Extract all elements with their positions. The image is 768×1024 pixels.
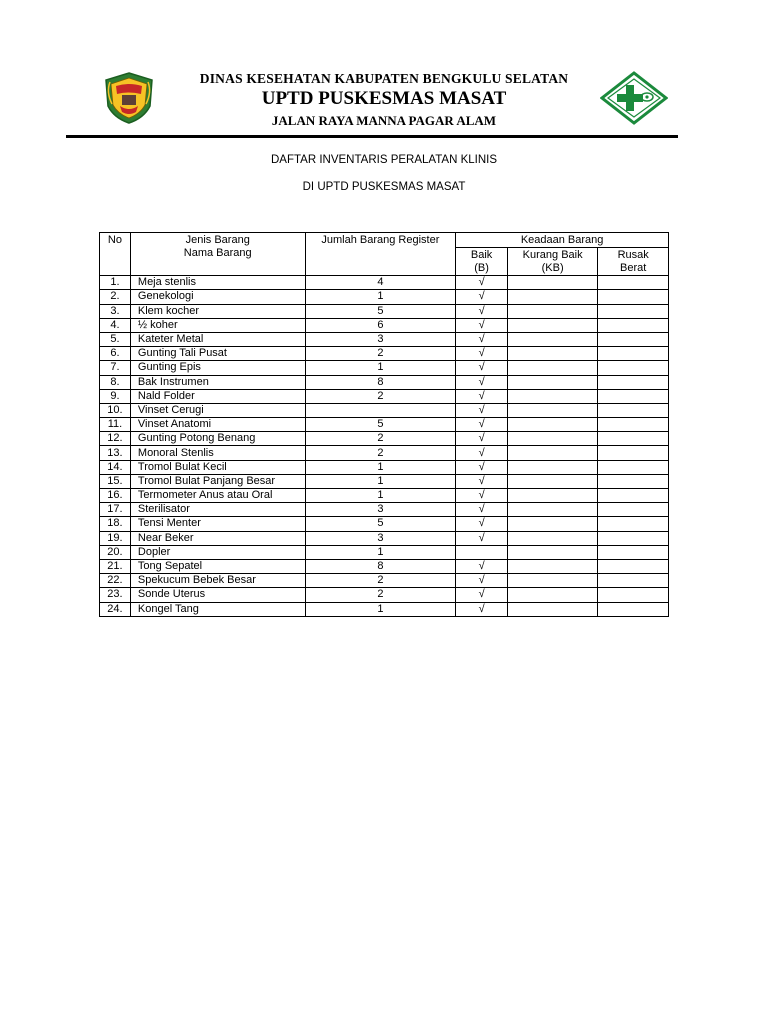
cell-quantity: 2 bbox=[305, 574, 456, 588]
cell-no: 19. bbox=[100, 531, 131, 545]
table-row bbox=[100, 446, 669, 460]
cell-no: 2. bbox=[100, 290, 131, 304]
cell-good: √ bbox=[456, 304, 508, 318]
cell-damaged bbox=[598, 531, 669, 545]
cell-fair bbox=[507, 474, 597, 488]
cell-damaged bbox=[598, 460, 669, 474]
cell-no: 13. bbox=[100, 446, 131, 460]
cell-good: √ bbox=[456, 489, 508, 503]
cell-no: 17. bbox=[100, 503, 131, 517]
table-row bbox=[100, 304, 669, 318]
cell-good: √ bbox=[456, 588, 508, 602]
cell-damaged bbox=[598, 418, 669, 432]
cell-quantity: 5 bbox=[305, 517, 456, 531]
cell-quantity: 3 bbox=[305, 531, 456, 545]
cell-no: 18. bbox=[100, 517, 131, 531]
cell-quantity: 1 bbox=[305, 489, 456, 503]
cell-fair bbox=[507, 276, 597, 290]
cell-good: √ bbox=[456, 446, 508, 460]
cell-good: √ bbox=[456, 290, 508, 304]
table-row bbox=[100, 361, 669, 375]
table-row bbox=[100, 474, 669, 488]
cell-good: √ bbox=[456, 418, 508, 432]
header-damaged-line2: Berat bbox=[620, 262, 647, 275]
cell-no: 24. bbox=[100, 602, 131, 616]
institution-name: UPTD PUSKESMAS MASAT bbox=[261, 88, 507, 109]
cell-good: √ bbox=[456, 375, 508, 389]
header-good-line2: (B) bbox=[474, 262, 489, 275]
cell-no: 4. bbox=[100, 318, 131, 332]
cell-fair bbox=[507, 304, 597, 318]
cell-damaged bbox=[598, 432, 669, 446]
cell-quantity: 1 bbox=[305, 460, 456, 474]
cell-good: √ bbox=[456, 403, 508, 417]
cell-damaged bbox=[598, 446, 669, 460]
table-row bbox=[100, 432, 669, 446]
cell-damaged bbox=[598, 290, 669, 304]
cell-damaged bbox=[598, 602, 669, 616]
cell-good: √ bbox=[456, 347, 508, 361]
cell-fair bbox=[507, 432, 597, 446]
cell-quantity: 4 bbox=[305, 276, 456, 290]
cell-item-name: Meja stenlis bbox=[130, 276, 305, 290]
cell-item-name: Monoral Stenlis bbox=[130, 446, 305, 460]
cell-damaged bbox=[598, 403, 669, 417]
cell-fair bbox=[507, 545, 597, 559]
cell-good: √ bbox=[456, 531, 508, 545]
cell-no: 12. bbox=[100, 432, 131, 446]
puskesmas-logo-icon bbox=[600, 71, 668, 125]
cell-no: 22. bbox=[100, 574, 131, 588]
cell-fair bbox=[507, 403, 597, 417]
cell-fair bbox=[507, 489, 597, 503]
cell-fair bbox=[507, 347, 597, 361]
cell-quantity: 3 bbox=[305, 332, 456, 346]
cell-item-name: Nald Folder bbox=[130, 389, 305, 403]
cell-quantity: 1 bbox=[305, 474, 456, 488]
cell-damaged bbox=[598, 332, 669, 346]
cell-good: √ bbox=[456, 460, 508, 474]
cell-no: 6. bbox=[100, 347, 131, 361]
cell-quantity: 8 bbox=[305, 559, 456, 573]
table-row bbox=[100, 517, 669, 531]
cell-good: √ bbox=[456, 602, 508, 616]
cell-damaged bbox=[598, 574, 669, 588]
cell-quantity: 3 bbox=[305, 503, 456, 517]
cell-item-name: Vinset Anatomi bbox=[130, 418, 305, 432]
table-row bbox=[100, 503, 669, 517]
table-row bbox=[100, 489, 669, 503]
table-row bbox=[100, 403, 669, 417]
cell-quantity: 2 bbox=[305, 389, 456, 403]
header-quantity: Jumlah Barang Register bbox=[305, 233, 456, 276]
cell-item-name: ½ koher bbox=[130, 318, 305, 332]
cell-item-name: Spekucum Bebek Besar bbox=[130, 574, 305, 588]
cell-good: √ bbox=[456, 503, 508, 517]
cell-no: 10. bbox=[100, 403, 131, 417]
cell-fair bbox=[507, 588, 597, 602]
cell-item-name: Tensi Menter bbox=[130, 517, 305, 531]
cell-item-name: Tromol Bulat Panjang Besar bbox=[130, 474, 305, 488]
cell-no: 21. bbox=[100, 559, 131, 573]
cell-fair bbox=[507, 574, 597, 588]
cell-damaged bbox=[598, 318, 669, 332]
cell-no: 11. bbox=[100, 418, 131, 432]
cell-item-name: Kongel Tang bbox=[130, 602, 305, 616]
cell-quantity: 2 bbox=[305, 432, 456, 446]
cell-quantity: 2 bbox=[305, 347, 456, 361]
table-row bbox=[100, 318, 669, 332]
cell-good: √ bbox=[456, 517, 508, 531]
cell-damaged bbox=[598, 517, 669, 531]
cell-fair bbox=[507, 446, 597, 460]
cell-fair bbox=[507, 290, 597, 304]
cell-fair bbox=[507, 318, 597, 332]
cell-good: √ bbox=[456, 361, 508, 375]
cell-damaged bbox=[598, 474, 669, 488]
table-row bbox=[100, 588, 669, 602]
table-row bbox=[100, 559, 669, 573]
header-item-name-line2: Nama Barang bbox=[183, 247, 252, 259]
header-condition: Keadaan Barang bbox=[456, 233, 669, 248]
cell-quantity: 1 bbox=[305, 290, 456, 304]
agency-name: DINAS KESEHATAN KABUPATEN BENGKULU SELATAN bbox=[199, 71, 569, 86]
cell-no: 3. bbox=[100, 304, 131, 318]
cell-fair bbox=[507, 559, 597, 573]
header-damaged-line1: Rusak bbox=[617, 249, 649, 262]
cell-item-name: Sonde Uterus bbox=[130, 588, 305, 602]
header-good-line1: Baik bbox=[470, 249, 493, 262]
institution-address: JALAN RAYA MANNA PAGAR ALAM bbox=[271, 113, 497, 128]
cell-quantity: 1 bbox=[305, 361, 456, 375]
inventory-table bbox=[99, 232, 669, 617]
cell-item-name: Dopler bbox=[130, 545, 305, 559]
cell-no: 14. bbox=[100, 460, 131, 474]
document-title: DAFTAR INVENTARIS PERALATAN KLINIS bbox=[271, 154, 497, 166]
cell-item-name: Gunting Tali Pusat bbox=[130, 347, 305, 361]
cell-quantity: 1 bbox=[305, 545, 456, 559]
table-row bbox=[100, 418, 669, 432]
cell-quantity: 5 bbox=[305, 418, 456, 432]
cell-item-name: Termometer Anus atau Oral bbox=[130, 489, 305, 503]
cell-no: 5. bbox=[100, 332, 131, 346]
cell-item-name: Kateter Metal bbox=[130, 332, 305, 346]
cell-fair bbox=[507, 503, 597, 517]
cell-fair bbox=[507, 517, 597, 531]
cell-quantity bbox=[305, 403, 456, 417]
table-row bbox=[100, 545, 669, 559]
cell-good: √ bbox=[456, 559, 508, 573]
header-item-name-line1: Jenis Barang bbox=[185, 234, 250, 246]
header-damaged bbox=[598, 248, 669, 276]
cell-damaged bbox=[598, 375, 669, 389]
table-row bbox=[100, 460, 669, 474]
cell-good bbox=[456, 545, 508, 559]
table-row bbox=[100, 276, 669, 290]
header-fair bbox=[507, 248, 597, 276]
cell-quantity: 2 bbox=[305, 446, 456, 460]
table-row bbox=[100, 531, 669, 545]
cell-fair bbox=[507, 418, 597, 432]
cell-good: √ bbox=[456, 332, 508, 346]
table-row bbox=[100, 290, 669, 304]
table-row bbox=[100, 347, 669, 361]
cell-item-name: Klem kocher bbox=[130, 304, 305, 318]
cell-fair bbox=[507, 361, 597, 375]
cell-quantity: 5 bbox=[305, 304, 456, 318]
table-row bbox=[100, 602, 669, 616]
cell-quantity: 1 bbox=[305, 602, 456, 616]
cell-no: 15. bbox=[100, 474, 131, 488]
cell-no: 20. bbox=[100, 545, 131, 559]
cell-good: √ bbox=[456, 432, 508, 446]
cell-quantity: 6 bbox=[305, 318, 456, 332]
cell-damaged bbox=[598, 304, 669, 318]
cell-damaged bbox=[598, 503, 669, 517]
cell-damaged bbox=[598, 389, 669, 403]
cell-fair bbox=[507, 531, 597, 545]
header-no: No bbox=[100, 233, 131, 276]
cell-fair bbox=[507, 602, 597, 616]
cell-quantity: 8 bbox=[305, 375, 456, 389]
letterhead-divider bbox=[66, 135, 678, 138]
cell-damaged bbox=[598, 361, 669, 375]
cell-damaged bbox=[598, 276, 669, 290]
table-row bbox=[100, 332, 669, 346]
cell-good: √ bbox=[456, 574, 508, 588]
cell-fair bbox=[507, 375, 597, 389]
cell-good: √ bbox=[456, 318, 508, 332]
cell-damaged bbox=[598, 559, 669, 573]
cell-good: √ bbox=[456, 389, 508, 403]
cell-item-name: Bak Instrumen bbox=[130, 375, 305, 389]
cell-quantity: 2 bbox=[305, 588, 456, 602]
cell-damaged bbox=[598, 489, 669, 503]
table-row bbox=[100, 574, 669, 588]
header-fair-line1: Kurang Baik bbox=[522, 249, 583, 262]
header-item-name bbox=[130, 233, 305, 276]
cell-fair bbox=[507, 460, 597, 474]
cell-good: √ bbox=[456, 474, 508, 488]
cell-damaged bbox=[598, 545, 669, 559]
cell-item-name: Vinset Cerugi bbox=[130, 403, 305, 417]
cell-fair bbox=[507, 332, 597, 346]
cell-no: 16. bbox=[100, 489, 131, 503]
header-good bbox=[456, 248, 508, 276]
cell-item-name: Tong Sepatel bbox=[130, 559, 305, 573]
table-row bbox=[100, 389, 669, 403]
cell-item-name: Tromol Bulat Kecil bbox=[130, 460, 305, 474]
cell-no: 9. bbox=[100, 389, 131, 403]
cell-no: 1. bbox=[100, 276, 131, 290]
cell-no: 7. bbox=[100, 361, 131, 375]
cell-damaged bbox=[598, 347, 669, 361]
cell-item-name: Genekologi bbox=[130, 290, 305, 304]
cell-item-name: Gunting Potong Benang bbox=[130, 432, 305, 446]
cell-damaged bbox=[598, 588, 669, 602]
cell-item-name: Near Beker bbox=[130, 531, 305, 545]
cell-no: 23. bbox=[100, 588, 131, 602]
cell-no: 8. bbox=[100, 375, 131, 389]
table-row bbox=[100, 375, 669, 389]
cell-item-name: Sterilisator bbox=[130, 503, 305, 517]
letterhead bbox=[160, 71, 608, 129]
cell-item-name: Gunting Epis bbox=[130, 361, 305, 375]
cell-good: √ bbox=[456, 276, 508, 290]
regency-emblem-icon bbox=[104, 72, 154, 124]
document-subtitle: DI UPTD PUSKESMAS MASAT bbox=[302, 181, 466, 193]
table-header-row bbox=[100, 233, 669, 248]
header-fair-line2: (KB) bbox=[541, 262, 564, 275]
cell-fair bbox=[507, 389, 597, 403]
